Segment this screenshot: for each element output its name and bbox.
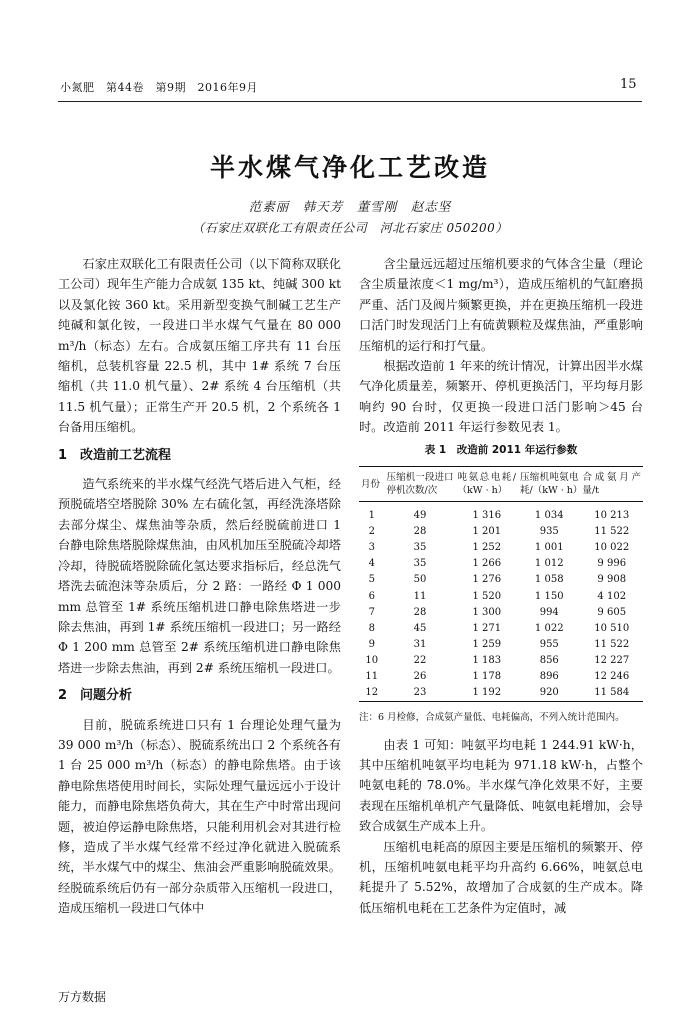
table-cell: 1 192: [472, 687, 502, 699]
table-row: [359, 605, 643, 621]
section-1-heading: 1 改造前工艺流程: [58, 447, 172, 463]
table-cell: 11 522: [594, 638, 630, 650]
col-output-header: 合成氨月产量/t: [582, 472, 641, 497]
header-rule: [58, 101, 642, 102]
table-cell: 2: [368, 526, 375, 538]
table-cell: 45: [413, 622, 427, 634]
table-cell: 920: [539, 687, 559, 699]
table-cell: 1 012: [534, 558, 564, 570]
col-comp-header: 压缩机吨氨电耗/（kW · h）: [520, 472, 583, 497]
table-cell: 1 178: [472, 671, 502, 682]
table-cell: 10 022: [594, 542, 630, 554]
page-number: 15: [620, 77, 637, 92]
table-cell: 6: [368, 590, 375, 602]
table-row: [359, 685, 643, 702]
col-power-header: 吨氨总电耗/（kW · h）: [457, 472, 517, 497]
table-body: [359, 502, 643, 702]
table-cell: 1 183: [472, 654, 502, 666]
table-cell: 8: [368, 622, 375, 634]
table-cell: 35: [413, 558, 427, 570]
table-cell: 1 276: [472, 574, 502, 586]
table-cell: 1 259: [472, 638, 502, 650]
section-2-paragraph: 目前，脱硫系统进口只有 1 台理论处理气量为 39 000 m³/h（标态）、脱硫系统出口 2 个系统各有 1 台 25 000 m³/h（标态）的静电除焦塔。由于该静电除焦塔使用时间长，实际处理气量远远小于设计能力，而静电除焦塔负荷大，其在生产中时常出现问题，被迫停运静电除焦塔，只能利用机会对其进行检修，造成了半水煤气经常不经过净化就进入脱硫系统，半水煤气中的煤尘、焦油会严重影响脱硫效果。经脱硫系统后仍有一部分杂质带入压缩机一段进口，造成压缩机一段进口气体中: [58, 717, 341, 916]
article-title: 半水煤气净化工艺改造: [209, 153, 490, 182]
table-header-row: [359, 467, 643, 502]
table-row: [359, 524, 643, 540]
table-row: [359, 589, 643, 605]
table-row: [359, 556, 643, 572]
table-row: [359, 653, 643, 669]
table-row: [359, 572, 643, 588]
table-cell: 1: [368, 510, 375, 522]
table-cell: 11: [413, 590, 427, 602]
table-cell: 856: [539, 654, 559, 666]
table-cell: 1 316: [472, 510, 502, 522]
col-month-header: 月份: [361, 478, 381, 490]
watermark-footer: 万方数据: [58, 990, 107, 1004]
table-note: 注：6 月检修，合成氨产量低、电耗偏高，不列入统计范围内。: [359, 712, 625, 724]
table-row: [359, 540, 643, 556]
table-cell: 1 201: [472, 526, 502, 538]
table-cell: 11 522: [594, 526, 630, 538]
journal-header: 小氮肥 第44卷 第9期 2016年9月: [60, 81, 258, 94]
section-1-paragraph: 造气系统来的半水煤气经洗气塔后进入气柜，经预脱硫塔空塔脱除 30% 左右硫化氢，再经洗涤塔除去部分煤尘、煤焦油等杂质，然后经脱硫前进口 1 台静电除焦塔脱除煤焦油，由风机加压至脱硫冷却塔冷却，待脱硫塔脱除硫化氢达要求指标后，经总洗气塔洗去硫泡沫等杂质后，分 2 路：一路经 Φ 1 000 mm 总管至 1# 系统压缩机进口静电除焦塔进一步除去焦油，再到 1# 系统压缩机一段进口；另一路经 Φ 1 200 mm 总管至 2# 系统压缩机进口静电除焦塔进一步除去焦油，再到 2# 系统压缩机一段进口。: [58, 477, 341, 675]
table-cell: 3: [368, 542, 375, 554]
table-cell: 1 058: [534, 574, 564, 586]
table-cell: 935: [539, 526, 559, 538]
dust-paragraph: 含尘量远远超过压缩机要求的气体含尘量（理论含尘质量浓度＜1 mg/m³），造成压缩机的气缸磨损严重、活门及阀片频繁更换，并在更换压缩机一段进口活门时发现活门上有硫黄颗粒及煤焦油，严重影响压缩机的运行和打气量。: [359, 257, 643, 353]
intro-paragraph: 石家庄双联化工有限责任公司（以下简称双联化工公司）现年生产能力合成氨 135 kt、纯碱 300 kt 以及氯化铵 360 kt。采用新型变换气制碱工艺生产纯碱和氯化铵，一段进口半水煤气气量在 80 000 m³/h（标态）左右。合成氨压缩工序共有 11 台压缩机，总装机容量 22.5 机，其中 1# 系统 7 台压缩机（共 11.0 机气量）、2# 系统 4 台压缩机（共 11.5 机气量）；正常生产开 20.5 机，2 个系统各 1 台备用压缩机。: [58, 257, 341, 435]
table-cell: 10 510: [594, 622, 630, 634]
table-cell: 4 102: [597, 590, 627, 602]
table-cell: 5: [368, 574, 375, 586]
analysis-paragraph: 由表 1 可知：吨氨平均电耗 1 244.91 kW·h，其中压缩机吨氨平均电耗为 971.18 kW·h，占整个吨氨电耗的 78.0%。半水煤气净化效果不好，主要表现在压缩机单机产气量降低、吨氨电耗增加，会导致合成氨生产成本上升。: [359, 737, 643, 834]
table-cell: 1 271: [472, 622, 502, 634]
table-cell: 26: [413, 671, 427, 682]
section-2-heading: 2 问题分析: [58, 688, 133, 704]
authors: 范素丽 韩天芳 董雪刚 赵志坚: [248, 199, 452, 214]
table-cell: 22: [413, 654, 427, 666]
table-cell: 11: [365, 671, 379, 682]
table-cell: 896: [539, 671, 559, 682]
table-cell: 1 150: [534, 590, 564, 602]
table-cell: 11 584: [594, 687, 630, 699]
table-cell: 1 300: [472, 606, 502, 618]
affiliation: （石家庄双联化工有限责任公司 河北石家庄 050200）: [192, 221, 508, 235]
table-cell: 12 227: [594, 654, 630, 666]
operating-parameters-table: [359, 466, 643, 702]
table-caption: 表 1 改造前 2011 年运行参数: [424, 443, 578, 456]
table-cell: 12 246: [594, 671, 630, 682]
power-paragraph: 压缩机电耗高的原因主要是压缩机的频繁开、停机，压缩机吨氨电耗平均升高约 6.66%，吨氨总电耗提升了 5.52%，故增加了合成氨的生产成本。降低压缩机电耗在工艺条件为定值时，减: [359, 839, 643, 915]
left-column: [58, 254, 341, 919]
table-row: [359, 621, 643, 637]
table-row: [359, 669, 643, 685]
table-cell: 9 605: [597, 606, 627, 618]
table-cell: 35: [413, 542, 427, 554]
table-cell: 1 022: [534, 622, 564, 634]
table-cell: 7: [368, 606, 375, 618]
col-stop-header: 压缩机一段进口停机次数/次: [386, 472, 454, 497]
table-cell: 31: [413, 638, 427, 650]
table-cell: 955: [539, 638, 559, 650]
table-cell: 9: [368, 638, 375, 650]
table-cell: 23: [413, 687, 427, 699]
table-row: [359, 502, 643, 525]
table-cell: 49: [413, 510, 427, 522]
table-cell: 4: [368, 558, 375, 570]
table-cell: 1 252: [472, 542, 502, 554]
table-cell: 50: [413, 574, 427, 586]
table-cell: 1 266: [472, 558, 502, 570]
table-row: [359, 637, 643, 653]
table-cell: 1 520: [472, 590, 502, 602]
table-cell: 1 001: [534, 542, 564, 554]
table-cell: 12: [365, 687, 379, 699]
table-cell: 9 908: [597, 574, 627, 586]
table-cell: 28: [413, 606, 427, 618]
table-cell: 1 034: [534, 510, 564, 522]
right-column: [359, 254, 643, 918]
table-cell: 10: [365, 654, 379, 666]
table-cell: 28: [413, 526, 427, 538]
table-cell: 10 213: [594, 510, 630, 522]
table-cell: 9 996: [597, 558, 627, 570]
table-cell: 994: [539, 606, 559, 618]
statistics-paragraph: 根据改造前 1 年来的统计情况，计算出因半水煤气净化质量差，频繁开、停机更换活门，平均每月影响约 90 台时，仅更换一段进口活门影响＞45 台时。改造前 2011 年运行参数见表 1。: [359, 359, 643, 435]
